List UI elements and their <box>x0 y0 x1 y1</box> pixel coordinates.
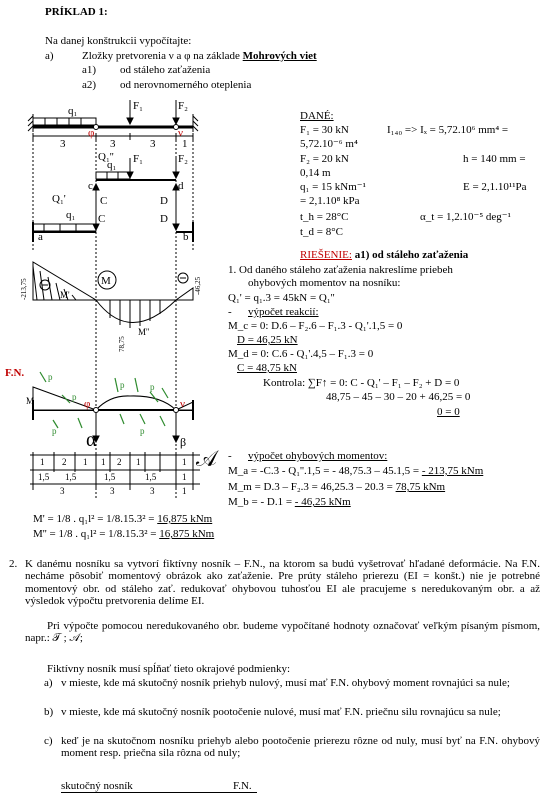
label-mp: M' <box>60 290 70 300</box>
section2-paragraph3: Fiktívny nosník musí spĺňať tieto okrajové podmienky: <box>47 663 291 675</box>
given-h-cont: 0,14 m <box>300 167 331 179</box>
mb-text: M_b = - D.1 = <box>228 496 295 508</box>
mprime-value: 16,875 kNm <box>157 513 213 525</box>
mm-value: 78,75 kNm <box>395 481 446 493</box>
footer-right-label: F.N. <box>233 780 252 792</box>
fn-dim-mid-1: 1,5 <box>38 472 50 482</box>
fn-p-2: p <box>72 392 77 402</box>
dim-label-2: 3 <box>110 138 116 150</box>
label-D-lower: D <box>160 213 168 225</box>
label-curly-a: 𝒜 <box>196 446 217 471</box>
label-fn-nu: ν <box>180 398 185 410</box>
given-i140-cont: 5,72.10⁻⁶ m⁴ <box>300 138 358 150</box>
condition-a-num: a) <box>44 677 53 689</box>
label-mb-value: -46,25 <box>194 276 202 295</box>
label-a: a <box>38 231 43 243</box>
label-fn: F.N. <box>5 367 25 379</box>
dim-label-1: 3 <box>60 138 66 150</box>
control-result: 0 = 0 <box>437 406 460 418</box>
mc-equation: M_c = 0: D.6 – F₂.6 – F₁.3 - Q₁'.1,5 = 0 <box>228 320 403 332</box>
label-q1pp: Q₁'' <box>98 151 114 163</box>
dim-label-3: 3 <box>150 138 156 150</box>
fn-dim-top-3: 1 <box>83 457 88 467</box>
label-q1p: Q₁' <box>52 193 66 205</box>
label-q1-top: q₁ <box>68 105 78 117</box>
fn-dim-bot-1: 3 <box>60 486 65 496</box>
label-fn-m: M <box>26 396 35 406</box>
task-a1-num: a1) <box>82 64 97 76</box>
right-wall-support <box>193 114 198 132</box>
task-a-text: Zložky pretvorenia ν a φ na základe <box>82 50 243 62</box>
given-h: h = 140 mm = <box>463 153 526 165</box>
dim-label-4: 1 <box>182 138 188 150</box>
label-nu: ν <box>178 127 183 139</box>
fn-dim-mid-2: 1,5 <box>65 472 77 482</box>
fn-p-4: p <box>150 382 155 392</box>
page-title: PRÍKLAD 1: <box>45 6 108 18</box>
label-mpp: M'' <box>138 327 150 337</box>
fn-p-1: p <box>48 372 53 382</box>
mm-text: M_m = D.3 – F₂.3 = 46,25.3 – 20.3 = <box>228 481 396 493</box>
fn-dim-mid-5: 1 <box>182 472 187 482</box>
condition-c-num: c) <box>44 735 53 747</box>
control-values: 48,75 – 45 – 30 – 20 + 46,25 = 0 <box>326 391 471 403</box>
task-a-num: a) <box>45 50 54 62</box>
solution-heading-label: RIEŠENIE: <box>300 249 352 261</box>
moments-bullet: - <box>228 450 232 462</box>
fn-dim-bot-2: 3 <box>110 486 115 496</box>
label-alpha: α <box>86 429 97 451</box>
given-f2: F₂ = 20 kN <box>300 153 349 165</box>
label-beta: β <box>180 435 187 449</box>
label-fn-phi: φ <box>84 398 91 410</box>
given-td: t_d = 8°C <box>300 226 343 238</box>
given-f1: F₁ = 30 kN <box>300 124 349 136</box>
label-m-circle: M <box>101 275 111 287</box>
label-d-small: d <box>178 180 184 192</box>
q1-equation: Q₁' = q₁.3 = 45kN = Q₁'' <box>228 292 335 304</box>
reactions-heading: výpočet reakcií: <box>248 306 319 318</box>
fn-dim-bot-3: 3 <box>150 486 155 496</box>
left-wall-support <box>28 114 33 132</box>
given-q1: q₁ = 15 kNm⁻¹ <box>300 181 366 193</box>
mdouble-value: 16,875 kNm <box>159 528 215 540</box>
fn-dim-top-7: 1 <box>182 457 187 467</box>
label-c-small: c <box>88 180 93 192</box>
fn-dim-bot-4: 1 <box>182 486 187 496</box>
reactions-bullet: - <box>228 306 232 318</box>
step1-line2: ohybových momentov na nosníku: <box>248 277 401 289</box>
task-a2-num: a2) <box>82 79 97 91</box>
label-D-upper: D <box>160 195 168 207</box>
label-q1-low: q₁ <box>66 209 76 221</box>
fn-dim-top-2: 2 <box>62 457 67 467</box>
moment-area-right <box>176 288 193 300</box>
label-q1-mid: q₁ <box>107 159 117 171</box>
label-phi: φ <box>88 127 95 139</box>
given-alpha: α_t = 1,2.10⁻⁵ deg⁻¹ <box>420 211 511 223</box>
section2-paragraph1: K danému nosníku sa vytvorí fiktívny nosník – F.N., na ktorom sa budú vyšetrovať hľadané deformácie. Na F.N. necháme pôsobiť momentový obrázok ako zaťaženie. Pre prúty stáleho prierezu (EI = konšt.) nie je potrebné momentový obr. od stáleho zať. redukovať ohybovou tuhosťou EI ale pracujeme s neredukovaným obr. a až výsledok výpočtu pretvorenia delíme EI. <box>25 558 540 608</box>
given-heading: DANÉ: <box>300 110 334 122</box>
label-f2-mid: F₂ <box>178 153 188 165</box>
moment-curve-mid <box>96 300 176 323</box>
label-C-lower: C <box>98 213 106 225</box>
fn-dim-mid-3: 1,5 <box>104 472 116 482</box>
label-b: b <box>183 231 189 243</box>
step1-line1: 1. Od daného stáleho zaťaženia nakreslíme priebeh <box>228 264 453 276</box>
given-th: t_h = 28°C <box>300 211 349 223</box>
control-equation: Kontrola: ∑F↑ = 0: C - Q₁' – F₁ – F₂ + D = 0 <box>263 377 460 389</box>
given-i140: I₁₄₀ => Iₓ = 5,72.10⁶ mm⁴ = <box>387 124 509 136</box>
label-f2-top: F₂ <box>178 100 188 112</box>
condition-b-text: v mieste, kde má skutočný nosník pootočenie nulové, musí mať F.N. priečnu silu rovnajúcu sa nule; <box>61 706 501 718</box>
c-result: C = 48,75 kN <box>237 362 297 374</box>
given-e-cont: = 2,1.10⁸ kPa <box>300 195 360 207</box>
given-e: E = 2,1.10¹¹Pa <box>463 181 527 193</box>
fn-dim-top-5: 2 <box>117 457 122 467</box>
section2-paragraph2: Pri výpočte pomocou neredukovaného obr. budeme vypočítané hodnoty označovať veľkým písaným písmom, napr.: 𝒯 ; 𝒜; <box>25 620 540 645</box>
task-a2-text: od nerovnomerného oteplenia <box>120 79 252 91</box>
fn-dim-top-4: 1 <box>101 457 106 467</box>
ma-value: - 213,75 kNm <box>421 465 484 477</box>
condition-a-text: v mieste, kde má skutočný nosník priehyb nulový, musí mať F.N. ohybový moment rovnajúci sa nule; <box>61 677 510 689</box>
section2-num: 2. <box>9 558 18 570</box>
label-f1-top: F₁ <box>133 100 143 112</box>
label-mm-value: 78,75 <box>118 336 126 352</box>
condition-b-num: b) <box>44 706 54 718</box>
label-C-upper: C <box>100 195 108 207</box>
fn-p-6: p <box>140 426 145 436</box>
task-a-bold: Mohrových viet <box>242 50 317 62</box>
fn-dim-top-1: 1 <box>40 457 45 467</box>
intro-text: Na danej konštrukcii vypočítajte: <box>45 35 192 47</box>
fn-dim-mid-4: 1,5 <box>145 472 157 482</box>
label-ma-value: -213,75 <box>20 278 28 300</box>
md-equation: M_d = 0: C.6 - Q₁'.4,5 – F₁.3 = 0 <box>228 348 374 360</box>
mb-value: - 46,25 kNm <box>294 496 351 508</box>
mprime-text: M' = 1/8 . q₁l² = 1/8.15.3² = <box>33 513 158 525</box>
ma-text: M_a = -C.3 - Q₁''.1,5 = - 48,75.3 – 45.1,5 = <box>228 465 422 477</box>
fn-p-3: p <box>120 380 125 390</box>
d-result: D = 46,25 kN <box>237 334 298 346</box>
solution-heading-sub: a1) od stáleho zaťaženia <box>351 249 469 261</box>
mdouble-text: M'' = 1/8 . q₁l² = 1/8.15.3² = <box>33 528 160 540</box>
fn-dim-top-6: 1 <box>136 457 141 467</box>
footer-left-label: skutočný nosník <box>61 780 133 792</box>
task-a1-text: od stáleho zaťaženia <box>120 64 211 76</box>
udl-load <box>33 118 96 125</box>
label-f1-mid: F₁ <box>133 153 143 165</box>
fn-p-5: p <box>52 426 57 436</box>
condition-c-text: keď je na skutočnom nosníku priehyb alebo pootočenie prierezu rôzne od nuly, musí byť na F.N. ohybový moment resp. priečna sila rôzna od nuly; <box>61 735 540 760</box>
moments-heading: výpočet ohybových momentov: <box>248 450 388 462</box>
